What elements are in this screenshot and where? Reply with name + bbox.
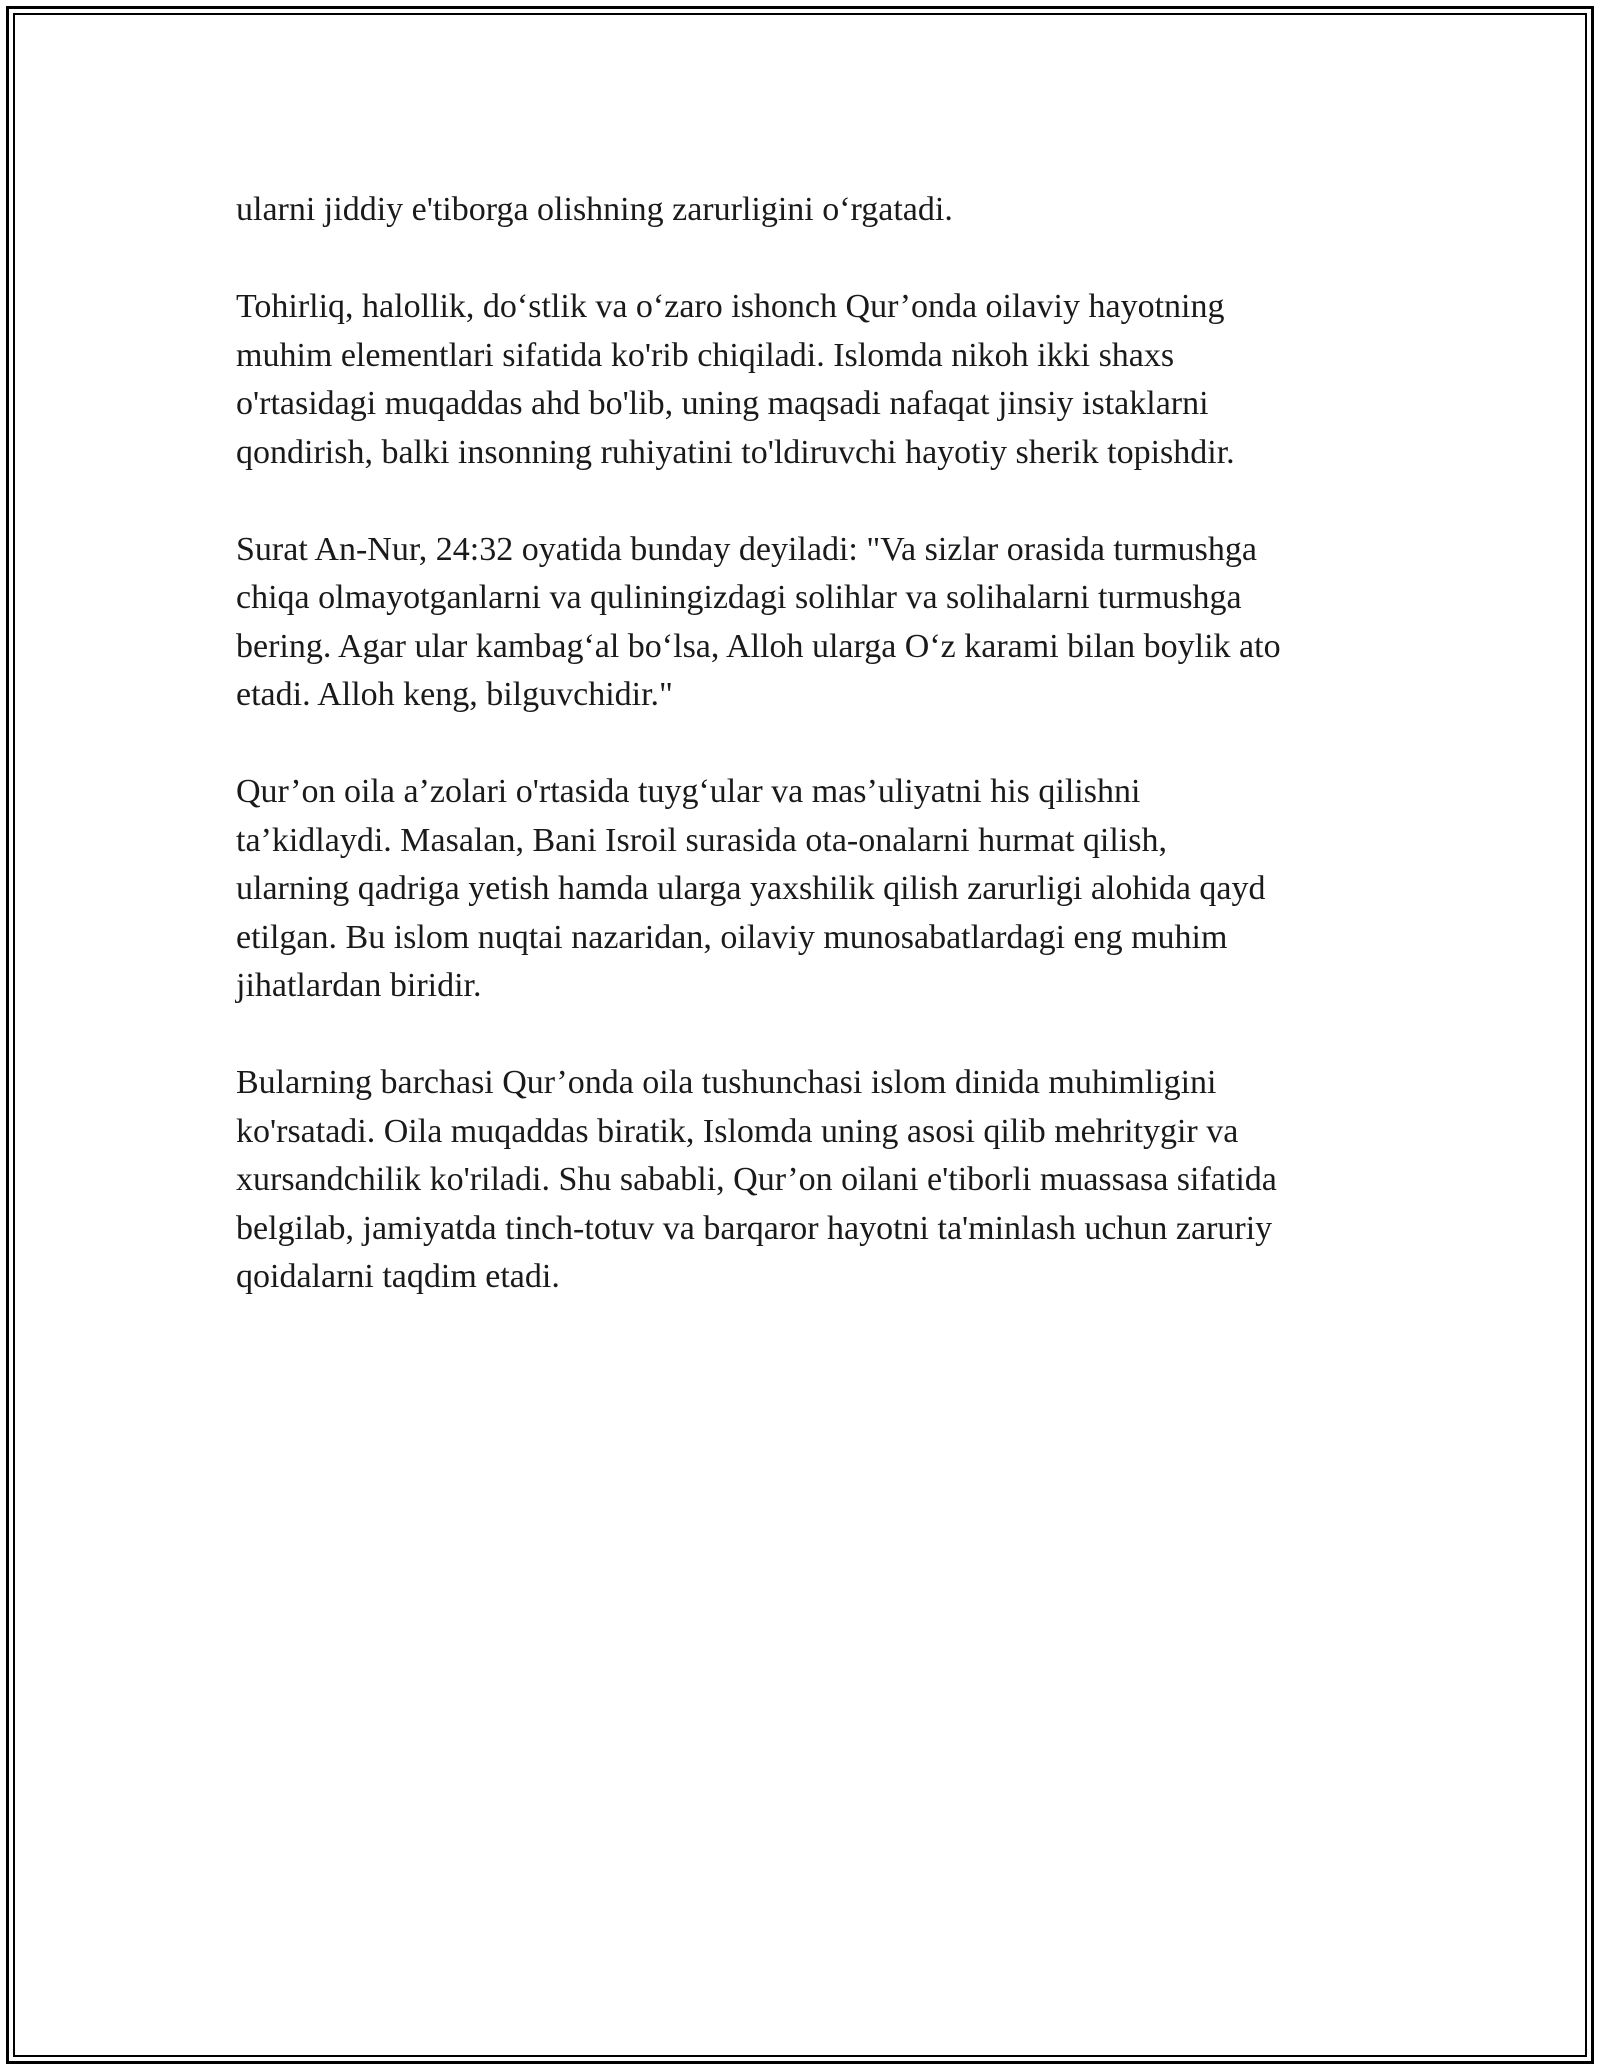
paragraph-2: Tohirliq, halollik, do‘stlik va o‘zaro ishonch Qur’onda oilaviy hayotning muhim elementlari sifatida ko'rib chiqiladi. Islomda nikoh ikki shaxs o'rtasidagi muqaddas ahd bo'lib, uning maqsadi nafaqat jinsiy istaklarni qondirish, balki insonning ruhiyatini to'ldiruvchi hayotiy sherik topishdir. bbox=[236, 288, 1235, 471]
paragraph-5: Bularning barchasi Qur’onda oila tushunchasi islom dinida muhimligini ko'rsatadi. Oila muqaddas biratik, Islomda uning asosi qilib mehritygir va xursandchilik ko'riladi. Shu sababli, Qur’on oilani e'tiborli muassasa sifatida belgilab, jamiyatda tinch-totuv va barqaror hayotni ta'minlash uchun zaruriy qoidalarni taqdim etadi. bbox=[236, 1064, 1277, 1295]
paragraph-3: Surat An-Nur, 24:32 oyatida bunday deyiladi: "Va sizlar orasida turmushga chiqa olmayotganlarni va quliningizdagi solihlar va solihalarni turmushga bering. Agar ular kambag‘al bo‘lsa, Alloh ularga O‘z karami bilan boylik ato etadi. Alloh keng, bilguvchidir." bbox=[236, 530, 1281, 713]
paragraph-1: ularni jiddiy e'tiborga olishning zarurligini o‘rgatadi. bbox=[236, 191, 953, 228]
paragraph-4: Qur’on oila a’zolari o'rtasida tuyg‘ular va mas’uliyatni his qilishni ta’kidlaydi. Masalan, Bani Isroil surasida ota-onalarni hurmat qilish, ularning qadriga yetish hamda ularga yaxshilik qilish zarurligi alohida qayd etilgan. Bu islom nuqtai nazaridan, oilaviy munosabatlardagi eng muhim jihatlardan biridir. bbox=[236, 773, 1266, 1004]
document-body bbox=[236, 186, 1386, 1350]
